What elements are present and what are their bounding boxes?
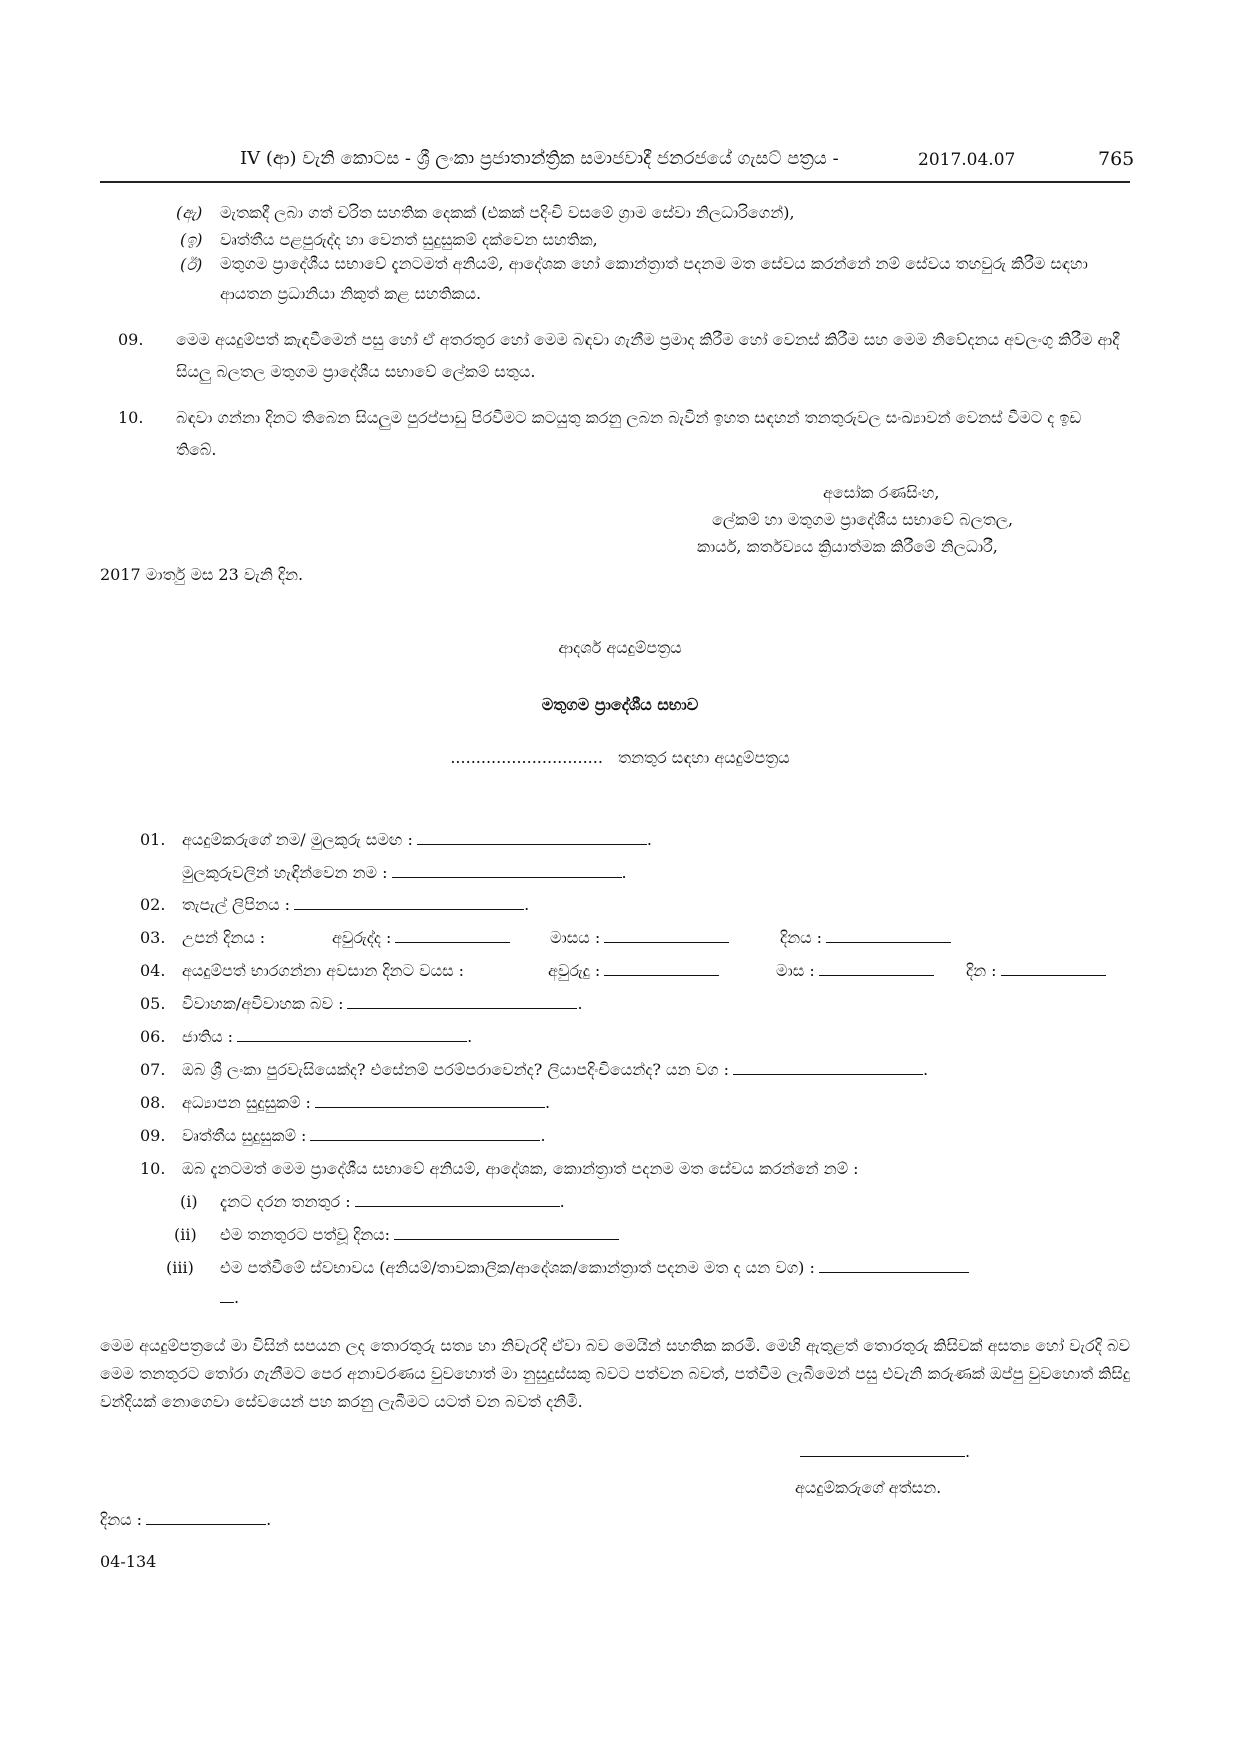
age-years-field[interactable] xyxy=(604,972,719,976)
date-field[interactable] xyxy=(146,1521,266,1525)
dob-day-field[interactable] xyxy=(826,939,951,943)
field-label: විවාහක/අවිවාහක බව : xyxy=(182,994,344,1013)
question-number: 08. xyxy=(140,1093,166,1112)
field-label: මුලකුරුවලින් හැඳින්වෙන නම : xyxy=(182,863,388,882)
field-label: දිනය : xyxy=(780,928,823,947)
question-row-dob-month xyxy=(550,928,729,948)
appointment-nature-field-continued[interactable]: . xyxy=(220,1288,239,1307)
field-label: දැනට දරන තනතුර : xyxy=(220,1192,351,1211)
form-post-title xyxy=(0,748,1240,768)
applicant-signature-field[interactable]: . xyxy=(800,1442,970,1461)
field-label: තැපැල් ලිපිනය : xyxy=(182,895,291,914)
dob-month-field[interactable] xyxy=(604,939,729,943)
field-label: ඔබ දැනටමත් මෙම ප්‍රාදේශීය සභාවේ අනියම්, ආදේශක, කොන්ත්‍රාත් පදනම මත සේවය කරන්නේ නම් : xyxy=(182,1159,859,1178)
page-number: 765 xyxy=(1098,148,1135,170)
question-row-age-years xyxy=(548,961,719,981)
question-row-initials-name: මුලකුරුවලින් හැඳින්වෙන නම : . xyxy=(182,863,627,882)
education-field[interactable] xyxy=(315,1104,545,1108)
question-row-name: අයදුම්කරුගේ නම/ මුලකුරු සමඟ : . xyxy=(182,830,652,849)
field-label: උපන් දිනය : xyxy=(182,928,266,947)
question-number: 01. xyxy=(140,830,166,849)
question-number: 06. xyxy=(140,1027,166,1046)
age-months-field[interactable] xyxy=(819,972,934,976)
sub-item-marker: (ඊ) xyxy=(180,255,203,274)
postal-address-field[interactable] xyxy=(294,906,524,910)
appointment-nature-field[interactable] xyxy=(819,1269,969,1273)
dob-year-field[interactable] xyxy=(395,939,510,943)
question-row-dob-year xyxy=(332,928,510,948)
form-model-title: ආදර්ශ අයදුම්පත්‍රය xyxy=(558,638,682,657)
field-label: අවුරුද්ද : xyxy=(332,928,392,947)
sub-question-marker: (iii) xyxy=(166,1258,194,1277)
civil-status-field[interactable] xyxy=(347,1005,577,1009)
field-label: එම පත්වීමේ ස්වභාවය (අනියම්/තාවකාලික/ආදේශක/කොන්ත්‍රාත් පදනම මත ද යන වග) : xyxy=(220,1258,815,1277)
question-row-education: අධ්‍යාපන සුදුසුකම් : . xyxy=(182,1093,551,1112)
field-label: දින : xyxy=(966,961,997,980)
clause-number: 09. xyxy=(118,330,144,349)
name-denoted-by-initials-field[interactable] xyxy=(392,874,622,878)
question-row-professional: වෘත්තීය සුදුසුකම් : . xyxy=(182,1126,546,1145)
post-suffix: තනතුර සඳහා අයදුම්පත්‍රය xyxy=(618,748,790,767)
sub-question-marker: (ii) xyxy=(174,1225,197,1244)
professional-qualifications-field[interactable] xyxy=(310,1137,540,1141)
form-council-title: මතුගම ප්‍රාදේශීය සභාව xyxy=(541,695,699,714)
question-number: 09. xyxy=(140,1126,166,1145)
sub-item-marker: (ඇ) xyxy=(176,203,203,222)
clause-text: මෙම අයදුම්පත් කැඳවීමෙන් පසු හෝ ඒ අතරතුර හෝ මෙම බඳවා ගැනීම ප්‍රමාද කිරීම හෝ වෙනස් කිරීම සහ මෙම නිවේදනය අවලංගු කිරීම ආදී සියලු බලතල මතුගම ප්‍රාදේශීය සභාවේ ලේකම් සතුය. xyxy=(176,330,1120,381)
field-label: දිනය : xyxy=(100,1510,143,1529)
question-number: 02. xyxy=(140,895,166,914)
header-rule xyxy=(100,181,1130,183)
field-label: මාසය : xyxy=(550,928,601,947)
question-number: 07. xyxy=(140,1060,166,1079)
question-row-appointment-date xyxy=(220,1225,619,1245)
current-post-field[interactable] xyxy=(355,1203,560,1207)
field-label: අවුරුදු : xyxy=(548,961,601,980)
question-number: 10. xyxy=(140,1159,166,1178)
question-number: 03. xyxy=(140,928,166,947)
sub-item-text: මතුගම ප්‍රාදේශීය සභාවේ දැනටමත් අනියම්, ආදේශක හෝ කොන්ත්‍රාත් පදනම මත සේවය කරන්නේ නම් සේවය තහවුරු කිරීම සඳහා ආයතන ප්‍රධානියා නිකුත් කළ සහතිකය. xyxy=(220,254,1088,303)
post-dots[interactable]: .............................. xyxy=(450,748,603,767)
question-row-age-months xyxy=(776,961,934,981)
question-number: 05. xyxy=(140,994,166,1013)
clause-number: 10. xyxy=(118,408,144,427)
citizenship-field[interactable] xyxy=(733,1071,923,1075)
question-number: 04. xyxy=(140,961,166,980)
question-row-age-days xyxy=(966,961,1106,981)
question-row-civil-status: විවාහක/අවිවාහක බව : . xyxy=(182,994,583,1013)
field-label: එම තනතුරට පත්වූ දිනය: xyxy=(220,1225,391,1244)
field-label: ජාතිය : xyxy=(182,1027,234,1046)
header-title: IV (ආ) වැනි කොටස - ශ්‍රී ලංකා ප්‍රජාතාන්ත්‍රික සමාජවාදී ජනරජයේ ගැසට් පත්‍රය - xyxy=(240,148,839,169)
question-row-citizenship: ඔබ ශ්‍රී ලංකා පුරවැසියෙක්ද? එසේනම් පරම්පරාවෙන්ද? ලියාපදිංචියෙන්ද? යන වග : . xyxy=(182,1060,929,1079)
clause-text: බඳවා ගන්නා දිනට තිබෙන සියලුම පුරප්පාඩු පිරවීමට කටයුතු කරනු ලබන බැවින් ඉහත සඳහන් තනතුරුවල සංඛ්‍යාවන් වෙනස් වීමට ද ඉඩ තිබේ. xyxy=(176,408,1082,459)
field-label: අධ්‍යාපන සුදුසුකම් : xyxy=(182,1093,311,1112)
field-label: මාස : xyxy=(776,961,815,980)
signatory-line: කාර්ය, කර්තව්‍යය ක්‍රියාත්මක කිරීමේ නිලධාරී, xyxy=(697,537,998,556)
nationality-field[interactable] xyxy=(237,1038,467,1042)
reference-code: 04-134 xyxy=(100,1552,157,1571)
sub-question-marker: (i) xyxy=(180,1192,198,1211)
declaration-text: මෙම අයදුම්පත්‍රයේ මා විසින් සපයන ලද තොරතුරු සත්‍ය හා නිවැරදි ඒවා බව මෙයින් සහතික කරමි. මෙහි ඇතුළත් තොරතුරු කිසිවක් අසත්‍ය හෝ වැරදි බව මෙම තනතුරට තෝරා ගැනීමට පෙර අනාවරණය වුවහොත් මා නුසුදුස්සකු බවට පත්වන බවත්, පත්වීම ලැබීමෙන් පසු එවැනි කරුණක් ඔප්පු වුවහොත් කිසිදු වන්දියක් නොගෙවා සේවයෙන් පහ කරනු ලැබීමට යටත් වන බවත් දනිමි. xyxy=(100,1336,1130,1411)
field-label: ඔබ ශ්‍රී ලංකා පුරවැසියෙක්ද? එසේනම් පරම්පරාවෙන්ද? ලියාපදිංචියෙන්ද? යන වග : xyxy=(182,1060,730,1079)
question-row-address: තැපැල් ලිපිනය : . xyxy=(182,895,530,914)
header-date: 2017.04.07 xyxy=(918,150,1016,170)
question-row-current-post: දැනට දරන තනතුර : . xyxy=(220,1192,565,1211)
sub-item-text: වෘත්තීය පළපුරුද්ද හා වෙනත් සුදුසුකම් දක්වෙන සහතික, xyxy=(220,230,598,249)
field-label: අයදුම්කරුගේ නම/ මුලකුරු සමඟ : xyxy=(182,830,413,849)
age-days-field[interactable] xyxy=(1001,972,1106,976)
signatory-name: අසෝක රණසිංහ, xyxy=(823,483,940,502)
sub-item-marker: (ඉ) xyxy=(180,230,203,249)
question-row-dob-day xyxy=(780,928,951,948)
signatory-line: ලේකම් හා මතුගම ප්‍රාදේශීය සභාවේ බලතල, xyxy=(712,510,1014,529)
applicant-signature-label: අයදුම්කරුගේ අත්සන. xyxy=(795,1478,942,1497)
name-with-initials-field[interactable] xyxy=(417,841,647,845)
sub-item-text: මැතකදී ලබා ගත් චරිත සහතික දෙකක් (එකක් පදිංචි වසමේ ග්‍රාම සේවා නිලධාරිගෙන්), xyxy=(220,203,795,222)
field-label: අයදුම්පත් භාරගන්නා අවසාන දිනට වයස : xyxy=(182,961,465,980)
issue-date: 2017 මාර්තු මස 23 වැනි දින. xyxy=(100,565,304,584)
question-row-appointment-nature xyxy=(220,1258,969,1278)
question-row-date: දිනය : . xyxy=(100,1510,272,1529)
appointment-date-field[interactable] xyxy=(394,1236,619,1240)
field-label: වෘත්තීය සුදුසුකම් : xyxy=(182,1126,307,1145)
question-row-nationality: ජාතිය : . xyxy=(182,1027,473,1046)
